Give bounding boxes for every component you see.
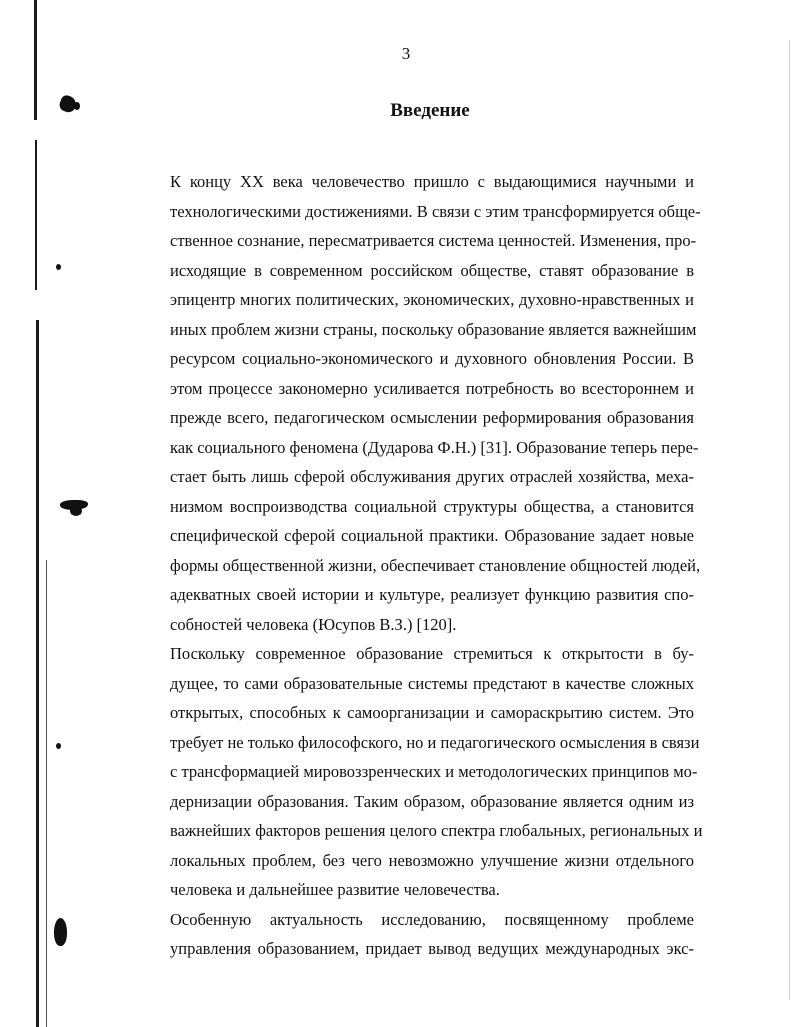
- paragraph-2: [122, 639, 703, 905]
- text-line: с трансформацией мировоззренческих и методологических принципов мо-: [170, 762, 698, 781]
- text-line: иных проблем жизни страны, поскольку образование является важнейшим: [170, 319, 697, 339]
- scan-edge-mark: [789, 40, 790, 1000]
- text-line: адекватных своей истории и культуре, реализует функцию развития спо-: [170, 585, 694, 604]
- text-line: управления образованием, придает вывод ведущих международных экс-: [170, 939, 694, 958]
- scan-edge-mark: [35, 140, 37, 290]
- text-line: открытых, способных к самоорганизации и самораскрытию систем. Это: [170, 703, 694, 722]
- body-text: [122, 167, 703, 964]
- text-line: эпицентр многих политических, экономических, духовно-нравственных и: [170, 290, 694, 309]
- scan-edge-mark: [46, 560, 47, 1027]
- text-line: Особенную актуальность исследованию, посвященному проблеме: [170, 909, 694, 929]
- page-title: Введение: [390, 100, 470, 121]
- text-line: требует не только философского, но и педагогического осмысления в связи: [170, 732, 700, 752]
- paragraph-1: [122, 167, 701, 639]
- text-line: Поскольку современное образование стремиться к открытости в бу-: [170, 644, 694, 663]
- text-line: исходящие в современном российском обществе, ставят образование в: [170, 260, 694, 280]
- text-line: человека и дальнейшее развитие человечества.: [170, 880, 500, 899]
- text-line: специфической сферой социальной практики. Образование задает новые: [170, 526, 694, 545]
- hole-punch-mark: [70, 506, 82, 516]
- text-line: технологическими достижениями. В связи с этим трансформируется обще-: [170, 201, 701, 221]
- text-line: стает быть лишь сферой обслуживания других отраслей хозяйства, меха-: [170, 467, 694, 486]
- speck-mark: [56, 264, 61, 270]
- text-line: дернизации образования. Таким образом, образование является одним из: [170, 791, 694, 811]
- text-line: как социального феномена (Дударова Ф.Н.) [31]. Образование теперь пере-: [170, 437, 699, 457]
- hole-punch-mark: [54, 918, 67, 946]
- text-line: К концу XX века человечество пришло с выдающимися научными и: [170, 172, 694, 191]
- scan-edge-mark: [36, 320, 39, 1027]
- speck-mark: [56, 743, 61, 749]
- text-line: прежде всего, педагогическом осмыслении реформирования образования: [170, 408, 694, 427]
- page-number: 3: [401, 44, 411, 63]
- text-line: собностей человека (Юсупов В.З.) [120].: [170, 614, 457, 634]
- text-line: локальных проблем, без чего невозможно улучшение жизни отдельного: [170, 850, 694, 870]
- text-line: низмом воспроизводства социальной структуры общества, а становится: [170, 496, 694, 516]
- text-line: важнейших факторов решения целого спектра глобальных, региональных и: [170, 821, 703, 840]
- text-line: формы общественной жизни, обеспечивает становление общностей людей,: [170, 555, 701, 575]
- text-line: дущее, то сами образовательные системы предстают в качестве сложных: [170, 673, 694, 693]
- paragraph-3: [122, 905, 694, 964]
- text-line: этом процессе закономерно усиливается потребность во всестороннем и: [170, 378, 694, 398]
- text-line: ресурсом социально-экономического и духовного обновления России. В: [170, 349, 694, 368]
- text-line: ственное сознание, пересматривается система ценностей. Изменения, про-: [170, 231, 697, 250]
